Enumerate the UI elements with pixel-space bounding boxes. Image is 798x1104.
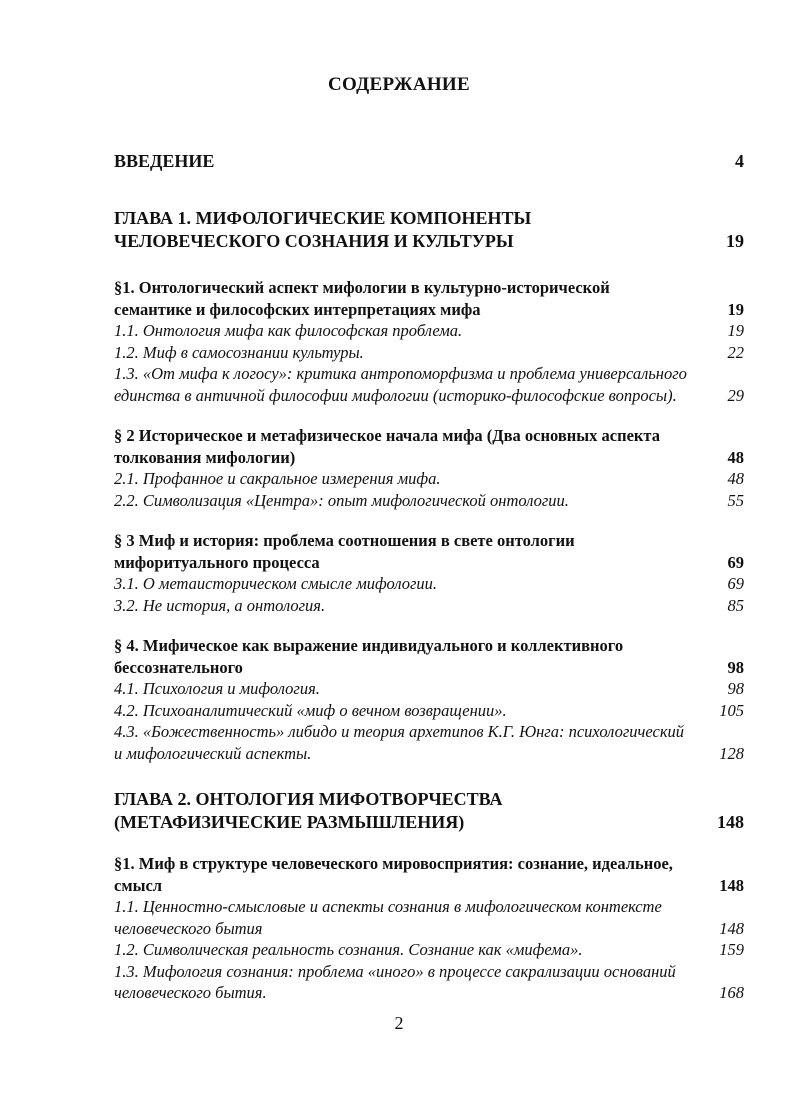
toc-entry-title: 2.1. Профанное и сакральное измерения мифа. xyxy=(114,469,441,488)
toc-entry-subsection xyxy=(114,721,744,764)
toc-entry-title: 1.2. Миф в самосознании культуры. xyxy=(114,342,364,362)
toc-entry-title: 1.1. Ценностно-смысловые и аспекты сознания в мифологическом контексте человеческого бытия xyxy=(114,897,662,938)
page-number: 2 xyxy=(394,1013,404,1033)
toc-entry-title: 1.3. «От мифа к логосу»: критика антропоморфизма и проблема универсального единства в античной философии мифологии (историко-философские вопросы). xyxy=(114,364,687,405)
toc-entry-subsection xyxy=(114,595,744,617)
toc-entry-subsection xyxy=(114,573,744,595)
toc-entry-title: § 2 Историческое и метафизическое начала мифа (Два основных аспекта толкования мифологии) xyxy=(114,426,660,467)
toc-entry-title: 4.1. Психология и мифология. xyxy=(114,679,320,698)
toc-entry-title: §1. Онтологический аспект мифологии в культурно-исторической семантике и философских интерпретациях мифа xyxy=(114,278,610,319)
toc-entry-page: 4 xyxy=(735,151,744,171)
toc-entry-title: 4.2. Психоаналитический «миф о вечном возвращении». xyxy=(114,700,507,720)
toc-entry-section xyxy=(114,635,744,678)
table-of-contents xyxy=(114,150,744,1004)
toc-entry-title: 1.1. Онтология мифа как философская проблема. xyxy=(114,321,463,340)
toc-entry-title: 3.1. О метаисторическом смысле мифологии. xyxy=(114,574,438,593)
toc-entry-page: 168 xyxy=(719,983,744,1002)
toc-entry-page: 19 xyxy=(727,321,744,340)
toc-entry-title: ВВЕДЕНИЕ xyxy=(114,151,215,171)
toc-entry-chapter-2 xyxy=(114,788,744,834)
toc-entry-title: ГЛАВА 1. МИФОЛОГИЧЕСКИЕ КОМПОНЕНТЫ ЧЕЛОВЕЧЕСКОГО СОЗНАНИЯ И КУЛЬТУРЫ xyxy=(114,208,532,251)
toc-entry-subsection xyxy=(114,490,744,512)
toc-entry-page: 98 xyxy=(727,657,744,677)
toc-entry-intro xyxy=(114,150,744,173)
toc-entry-page: 105 xyxy=(719,700,744,720)
toc-entry-page: 85 xyxy=(727,595,744,615)
toc-entry-page: 22 xyxy=(727,342,744,362)
toc-entry-page: 55 xyxy=(727,490,744,510)
toc-entry-page: 19 xyxy=(726,231,744,251)
toc-entry-subsection xyxy=(114,939,744,961)
toc-entry-section xyxy=(114,530,744,573)
toc-entry-page: 98 xyxy=(727,679,744,698)
toc-entry-page: 48 xyxy=(727,447,744,467)
toc-entry-subsection xyxy=(114,363,744,406)
toc-entry-title: ГЛАВА 2. ОНТОЛОГИЯ МИФОТВОРЧЕСТВА (МЕТАФИЗИЧЕСКИЕ РАЗМЫШЛЕНИЯ) xyxy=(114,789,503,832)
toc-entry-subsection xyxy=(114,342,744,364)
toc-entry-page: 69 xyxy=(727,552,744,572)
toc-entry-subsection xyxy=(114,678,744,700)
toc-entry-title: 3.2. Не история, а онтология. xyxy=(114,595,326,615)
toc-entry-title: 1.3. Мифология сознания: проблема «иного» в процессе сакрализации оснований человеческого бытия. xyxy=(114,961,676,1002)
toc-entry-page: 148 xyxy=(719,918,744,938)
toc-entry-page: 48 xyxy=(727,469,744,488)
toc-entry-title: § 3 Миф и история: проблема соотношения в свете онтологии мифоритуального процесса xyxy=(114,531,575,572)
toc-entry-title: 1.2. Символическая реальность сознания. Сознание как «мифема». xyxy=(114,940,583,959)
toc-entry-section xyxy=(114,853,744,896)
toc-entry-page: 29 xyxy=(727,385,744,405)
toc-entry-page: 128 xyxy=(719,743,744,763)
toc-entry-subsection xyxy=(114,896,744,939)
toc-entry-page: 148 xyxy=(719,875,744,895)
toc-entry-title: § 4. Мифическое как выражение индивидуального и коллективного бессознательного xyxy=(114,636,624,677)
toc-entry-page: 19 xyxy=(727,299,744,319)
page-title: СОДЕРЖАНИЕ xyxy=(328,74,470,95)
toc-entry-chapter-1 xyxy=(114,207,744,253)
toc-entry-subsection xyxy=(114,320,744,342)
toc-entry-subsection xyxy=(114,468,744,490)
toc-entry-page: 148 xyxy=(717,812,744,832)
toc-entry-page: 159 xyxy=(719,940,744,959)
toc-entry-page: 69 xyxy=(727,574,744,593)
toc-entry-title: 4.3. «Божественность» либидо и теория архетипов К.Г. Юнга: психологический и мифологический аспекты. xyxy=(114,722,685,763)
toc-entry-section xyxy=(114,277,744,320)
toc-entry-title: §1. Миф в структуре человеческого мировосприятия: сознание, идеальное, смысл xyxy=(114,854,673,895)
toc-entry-subsection xyxy=(114,961,744,1004)
toc-entry-subsection xyxy=(114,700,744,722)
toc-entry-title: 2.2. Символизация «Центра»: опыт мифологической онтологии. xyxy=(114,490,569,510)
toc-entry-section xyxy=(114,425,744,468)
